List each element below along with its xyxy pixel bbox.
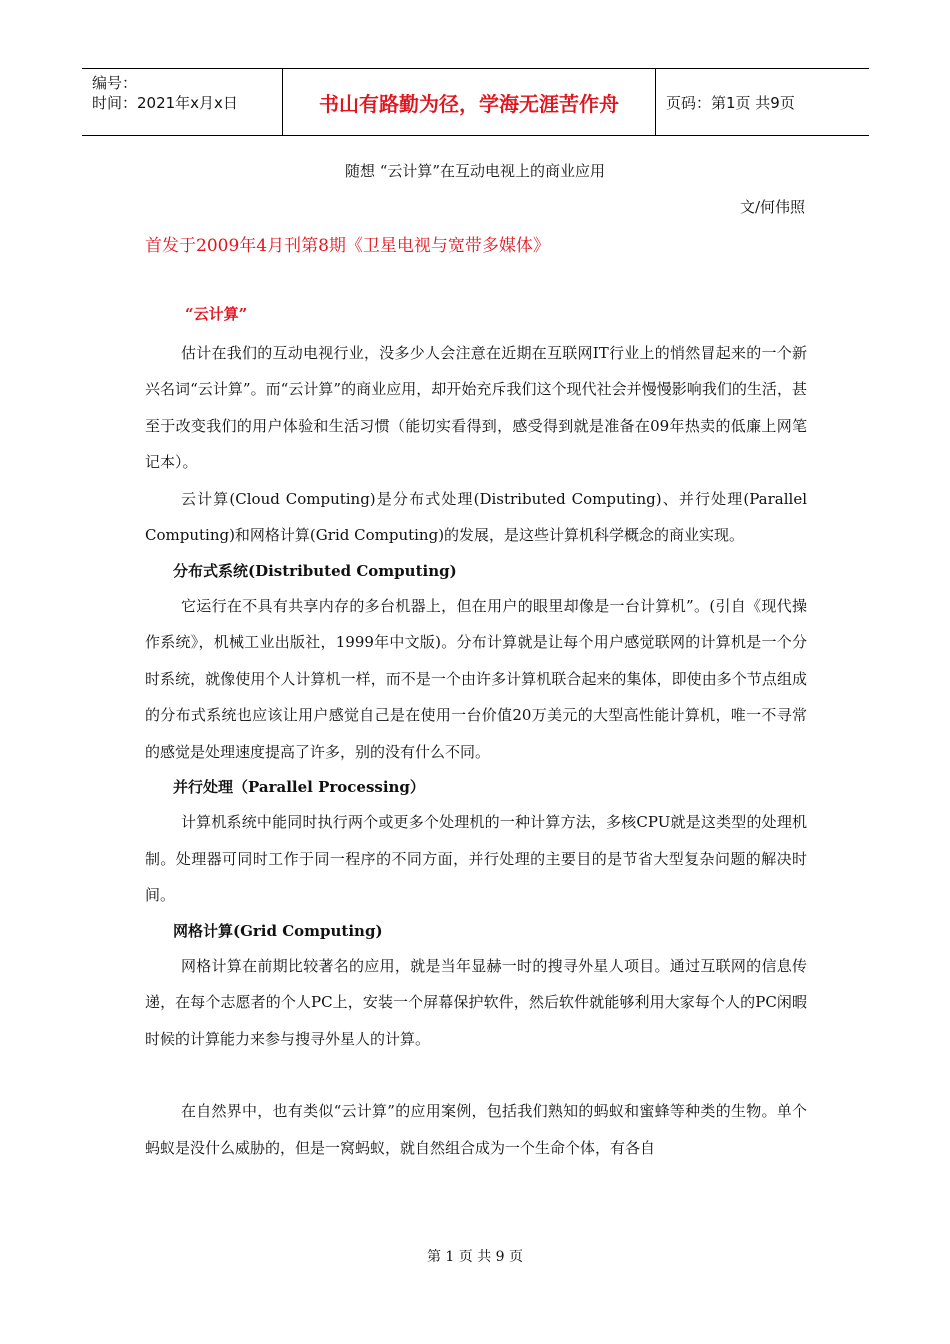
heading-parallel: 并行处理（Parallel Processing） bbox=[173, 778, 425, 796]
article-author: 文/何伟照 bbox=[739, 198, 805, 216]
paragraph-parallel: 计算机系统中能同时执行两个或更多个处理机的一种计算方法，多核CPU就是这类型的处理机制。处理器可同时工作于同一程序的不同方面，并行处理的主要目的是节省大型复杂问题的解决时间。 bbox=[145, 813, 807, 904]
heading-grid: 网格计算(Grid Computing) bbox=[173, 921, 383, 940]
paragraph-nature: 在自然界中，也有类似“云计算”的应用案例，包括我们熟知的蚂蚁和蜜蜂等种类的生物。单个蚂蚁是没什么威胁的，但是一窝蚂蚁，就自然组合成为一个生命个体，有各自 bbox=[145, 1102, 807, 1157]
header-page-info: 页码：第1页 共9页 bbox=[666, 93, 795, 112]
paragraph-grid: 网格计算在前期比较著名的应用，就是当年显赫一时的搜寻外星人项目。通过互联网的信息传递，在每个志愿者的个人PC上，安装一个屏幕保护软件，然后软件就能够利用大家每个人的PC闲暇时候的计算能力来参与搜寻外星人的计算。 bbox=[145, 956, 807, 1048]
paragraph-gap bbox=[145, 1057, 807, 1093]
header-meta bbox=[82, 69, 282, 135]
header-motto: 书山有路勤为径，学海无涯苦作舟 bbox=[282, 69, 656, 135]
heading-distributed: 分布式系统(Distributed Computing) bbox=[173, 561, 457, 580]
article-body bbox=[145, 296, 807, 1166]
document-header bbox=[82, 68, 869, 136]
paragraph-distributed: 它运行在不具有共享内存的多台机器上，但在用户的眼里却像是一台计算机”。(引自《现代操作系统》，机械工业出版社，1999年中文版)。分布计算就是让每个用户感觉联网的计算机是一个分时系统，就像使用个人计算机一样，而不是一个由许多计算机联合起来的集体，即使由多个节点组成的分布式系统也应该让用户感觉自己是在使用一台价值20万美元的大型高性能计算机，唯一不寻常的感觉是处理速度提高了许多，别的没有什么不同。 bbox=[145, 596, 807, 761]
section-heading: “云计算” bbox=[185, 305, 248, 323]
code-label: 编号： bbox=[92, 74, 138, 92]
page-footer: 第 1 页 共 9 页 bbox=[426, 1249, 524, 1265]
time-label: 时间：2021年x月x日 bbox=[92, 94, 238, 112]
article-source: 首发于2009年4月刊第8期《卫星电视与宽带多媒体》 bbox=[145, 236, 550, 256]
paragraph-intro: 估计在我们的互动电视行业，没多少人会注意在近期在互联网IT行业上的悄然冒起来的一个新兴名词“云计算”。而“云计算”的商业应用，却开始充斥我们这个现代社会并慢慢影响我们的生活，甚至于改变我们的用户体验和生活习惯（能切实看得到，感受得到就是准备在09年热卖的低廉上网笔记本）。 bbox=[145, 343, 807, 471]
article-title: 随想 “云计算”在互动电视上的商业应用 bbox=[344, 162, 606, 180]
paragraph-cloud-definition: 云计算(Cloud Computing)是分布式处理(Distributed Computing)、并行处理(Parallel Computing)和网格计算(Grid Computing)的发展，是这些计算机科学概念的商业实现。 bbox=[145, 489, 807, 544]
